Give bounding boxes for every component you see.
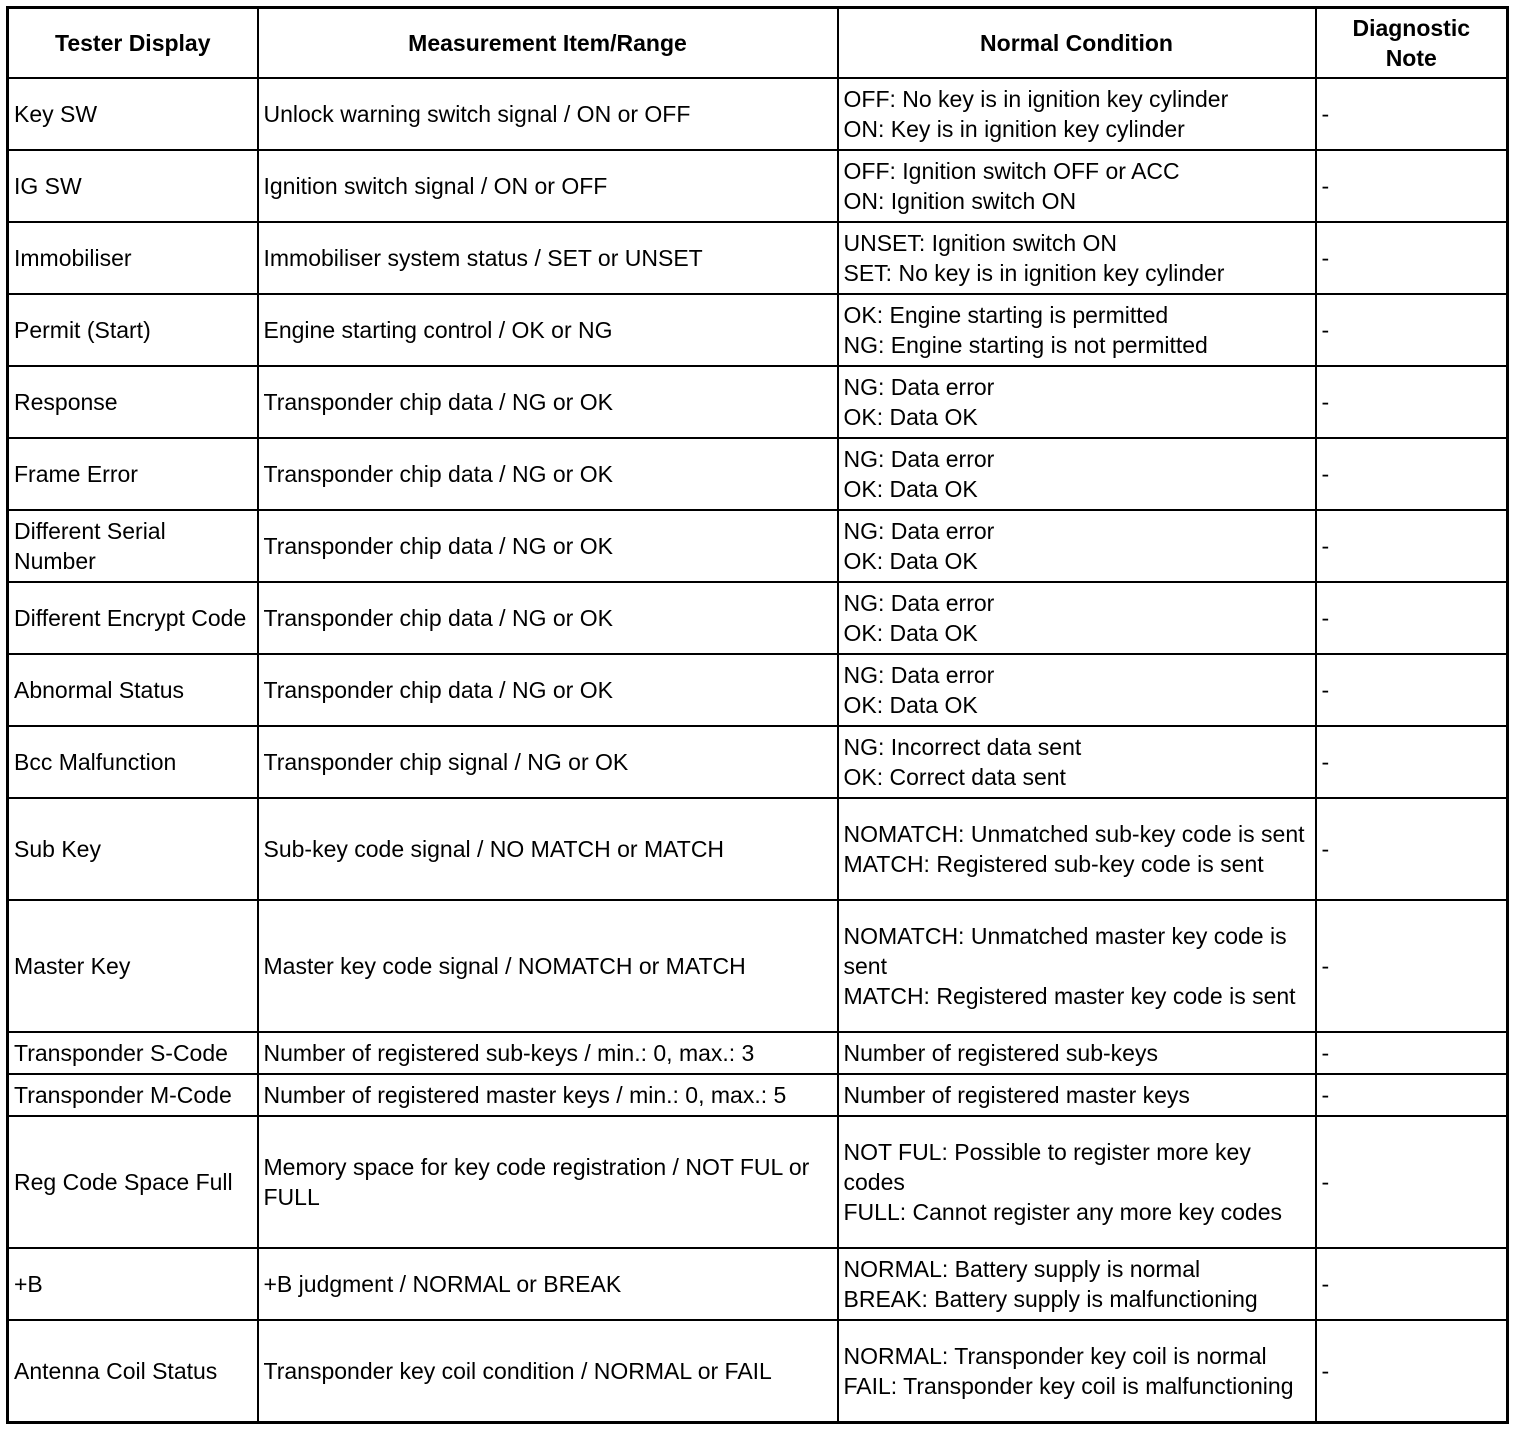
tester-display-cell: Key SW — [8, 78, 258, 150]
condition-line: MATCH: Registered sub-key code is sent — [843, 851, 1264, 877]
table-row — [8, 1032, 1508, 1074]
normal-condition-cell — [838, 366, 1316, 438]
measurement-item-cell: Transponder chip data / NG or OK — [258, 582, 838, 654]
condition-line: MATCH: Registered master key code is sent — [843, 983, 1296, 1009]
table-row — [8, 150, 1508, 222]
normal-condition-cell — [838, 150, 1316, 222]
measurement-item-cell: Sub-key code signal / NO MATCH or MATCH — [258, 798, 838, 900]
tester-display-cell: Bcc Malfunction — [8, 726, 258, 798]
diagnostic-note-cell: - — [1316, 1320, 1508, 1422]
condition-line: NG: Data error — [843, 590, 995, 616]
table-row — [8, 510, 1508, 582]
measurement-item-cell: Memory space for key code registration / NOT FUL or FULL — [258, 1116, 838, 1248]
normal-condition-cell — [838, 438, 1316, 510]
normal-condition-cell — [838, 1320, 1316, 1422]
condition-line: OK: Data OK — [843, 476, 978, 502]
tester-display-cell: Master Key — [8, 900, 258, 1032]
table-row — [8, 438, 1508, 510]
tester-display-cell: Different Encrypt Code — [8, 582, 258, 654]
header-diagnostic-note-line-2: Note — [1385, 45, 1437, 71]
diagnostic-note-cell: - — [1316, 150, 1508, 222]
diagnostic-note-cell: - — [1316, 726, 1508, 798]
tester-display-cell: Transponder S-Code — [8, 1032, 258, 1074]
tester-display-cell: Immobiliser — [8, 222, 258, 294]
condition-line: NG: Data error — [843, 518, 995, 544]
measurement-item-cell: Master key code signal / NOMATCH or MATCH — [258, 900, 838, 1032]
measurement-item-cell: Transponder key coil condition / NORMAL or FAIL — [258, 1320, 838, 1422]
table-row — [8, 78, 1508, 150]
table-row — [8, 654, 1508, 726]
condition-line: NOT FUL: Possible to register more key codes — [843, 1139, 1251, 1195]
diagnostic-note-cell: - — [1316, 798, 1508, 900]
tester-display-cell: IG SW — [8, 150, 258, 222]
condition-line: NG: Data error — [843, 374, 995, 400]
tester-display-cell: Antenna Coil Status — [8, 1320, 258, 1422]
measurement-item-cell: Transponder chip data / NG or OK — [258, 366, 838, 438]
measurement-item-cell: Engine starting control / OK or NG — [258, 294, 838, 366]
condition-line: NOMATCH: Unmatched master key code is sent — [843, 923, 1287, 979]
condition-line: OK: Data OK — [843, 692, 978, 718]
tester-display-cell: +B — [8, 1248, 258, 1320]
normal-condition-cell — [838, 510, 1316, 582]
condition-line: OK: Correct data sent — [843, 764, 1066, 790]
table-row — [8, 798, 1508, 900]
tester-display-cell: Transponder M-Code — [8, 1074, 258, 1116]
diagnostic-data-table — [6, 6, 1509, 1424]
measurement-item-cell: Unlock warning switch signal / ON or OFF — [258, 78, 838, 150]
table-body — [8, 78, 1508, 1422]
header-diagnostic-note-line-1: Diagnostic — [1352, 15, 1471, 41]
tester-display-cell: Permit (Start) — [8, 294, 258, 366]
measurement-item-cell: Ignition switch signal / ON or OFF — [258, 150, 838, 222]
tester-display-cell: Reg Code Space Full — [8, 1116, 258, 1248]
condition-line: FAIL: Transponder key coil is malfunctioning — [843, 1372, 1294, 1399]
diagnostic-note-cell: - — [1316, 294, 1508, 366]
tester-display-cell: Abnormal Status — [8, 654, 258, 726]
table-row — [8, 222, 1508, 294]
measurement-item-cell: Transponder chip data / NG or OK — [258, 510, 838, 582]
measurement-item-cell: Transponder chip data / NG or OK — [258, 438, 838, 510]
table-row — [8, 726, 1508, 798]
normal-condition-cell — [838, 78, 1316, 150]
table-row — [8, 1320, 1508, 1422]
tester-display-cell: Different Serial Number — [8, 510, 258, 582]
tester-display-cell: Frame Error — [8, 438, 258, 510]
normal-condition-cell — [838, 582, 1316, 654]
diagnostic-note-cell: - — [1316, 1248, 1508, 1320]
measurement-item-cell: Number of registered master keys / min.: 0, max.: 5 — [258, 1074, 838, 1116]
normal-condition-cell — [838, 1248, 1316, 1320]
condition-line: OFF: Ignition switch OFF or ACC — [843, 158, 1180, 184]
condition-line: UNSET: Ignition switch ON — [843, 230, 1118, 256]
table-row — [8, 294, 1508, 366]
condition-line: NOMATCH: Unmatched sub-key code is sent — [843, 821, 1305, 847]
tester-display-cell: Sub Key — [8, 798, 258, 900]
diagnostic-note-cell: - — [1316, 1032, 1508, 1074]
normal-condition-cell — [838, 654, 1316, 726]
measurement-item-cell: +B judgment / NORMAL or BREAK — [258, 1248, 838, 1320]
condition-line: OK: Data OK — [843, 548, 978, 574]
table-row — [8, 1116, 1508, 1248]
normal-condition-cell — [838, 900, 1316, 1032]
condition-line: OK: Data OK — [843, 620, 978, 646]
condition-line: BREAK: Battery supply is malfunctioning — [843, 1286, 1258, 1312]
condition-line: Number of registered master keys — [843, 1082, 1190, 1108]
normal-condition-cell — [838, 1116, 1316, 1248]
header-diagnostic-note — [1316, 8, 1508, 79]
condition-line: NORMAL: Battery supply is normal — [843, 1256, 1201, 1282]
diagnostic-note-cell: - — [1316, 1074, 1508, 1116]
diagnostic-note-cell: - — [1316, 582, 1508, 654]
header-measurement-item: Measurement Item/Range — [258, 8, 838, 79]
normal-condition-cell — [838, 222, 1316, 294]
normal-condition-cell — [838, 726, 1316, 798]
diagnostic-note-cell: - — [1316, 1116, 1508, 1248]
table-row — [8, 900, 1508, 1032]
measurement-item-cell: Immobiliser system status / SET or UNSET — [258, 222, 838, 294]
normal-condition-cell — [838, 1032, 1316, 1074]
condition-line: OFF: No key is in ignition key cylinder — [843, 86, 1229, 112]
tester-display-cell: Response — [8, 366, 258, 438]
diagnostic-note-cell: - — [1316, 438, 1508, 510]
condition-line: FULL: Cannot register any more key codes — [843, 1199, 1282, 1225]
table-row — [8, 582, 1508, 654]
measurement-item-cell: Transponder chip signal / NG or OK — [258, 726, 838, 798]
measurement-item-cell: Number of registered sub-keys / min.: 0, max.: 3 — [258, 1032, 838, 1074]
diagnostic-note-cell: - — [1316, 510, 1508, 582]
header-normal-condition: Normal Condition — [838, 8, 1316, 79]
diagnostic-note-cell: - — [1316, 900, 1508, 1032]
condition-line: OK: Engine starting is permitted — [843, 302, 1169, 328]
condition-line: NG: Data error — [843, 662, 995, 688]
condition-line: ON: Key is in ignition key cylinder — [843, 116, 1185, 142]
measurement-item-cell: Transponder chip data / NG or OK — [258, 654, 838, 726]
condition-line: ON: Ignition switch ON — [843, 188, 1077, 214]
condition-line: NG: Incorrect data sent — [843, 734, 1082, 760]
header-tester-display: Tester Display — [8, 8, 258, 79]
normal-condition-cell — [838, 798, 1316, 900]
diagnostic-note-cell: - — [1316, 222, 1508, 294]
condition-line: NORMAL: Transponder key coil is normal — [843, 1342, 1267, 1369]
table-row — [8, 1074, 1508, 1116]
normal-condition-cell — [838, 294, 1316, 366]
diagnostic-data-table-container — [6, 6, 1509, 1424]
condition-line: OK: Data OK — [843, 404, 978, 430]
condition-line: Number of registered sub-keys — [843, 1040, 1158, 1066]
condition-line: SET: No key is in ignition key cylinder — [843, 260, 1225, 286]
table-row — [8, 1248, 1508, 1320]
diagnostic-note-cell: - — [1316, 78, 1508, 150]
diagnostic-note-cell: - — [1316, 654, 1508, 726]
condition-line: NG: Data error — [843, 446, 995, 472]
table-row — [8, 366, 1508, 438]
condition-line: NG: Engine starting is not permitted — [843, 332, 1208, 358]
header-row — [8, 8, 1508, 79]
diagnostic-note-cell: - — [1316, 366, 1508, 438]
normal-condition-cell — [838, 1074, 1316, 1116]
